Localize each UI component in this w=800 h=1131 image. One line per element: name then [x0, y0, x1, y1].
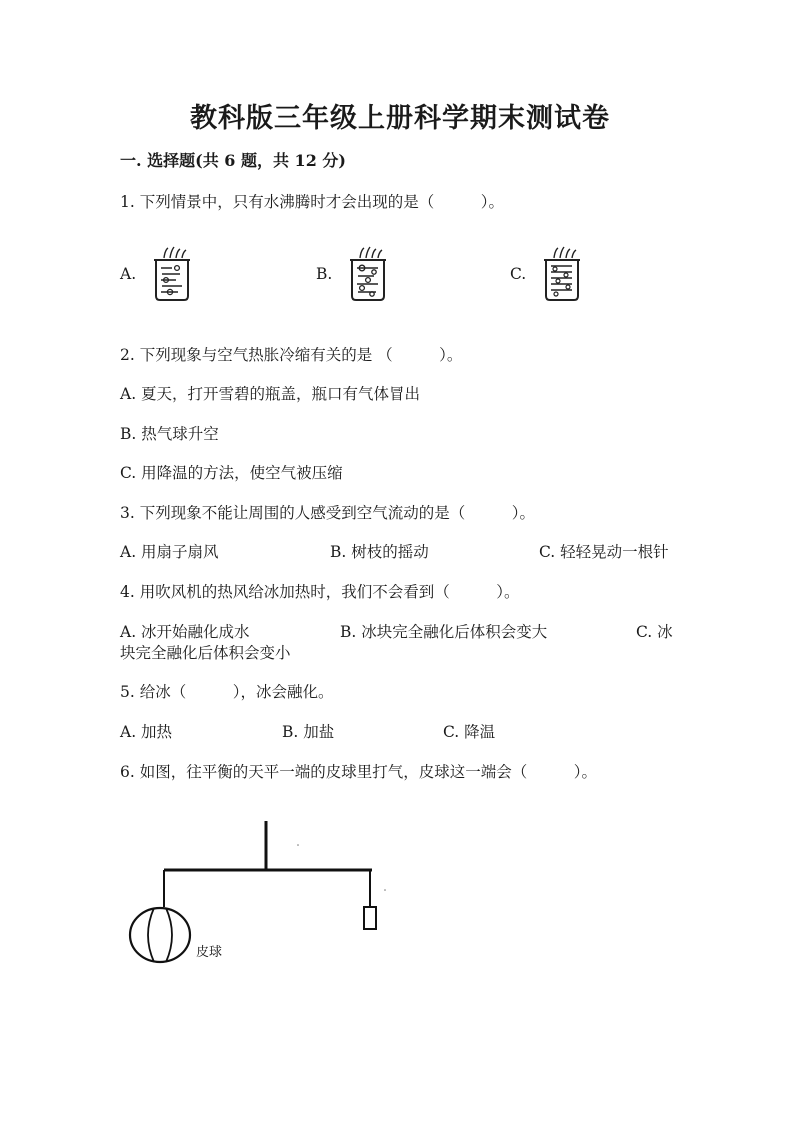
q5-option-a[interactable]: A. 加热 [120, 723, 173, 741]
ball-label: 皮球 [196, 945, 223, 960]
q5-option-c[interactable]: C. 降温 [443, 723, 496, 741]
beaker-bubbles-icon [346, 246, 390, 302]
q4-option-a[interactable]: A. 冰开始融化成水 [120, 623, 250, 641]
section-heading: 一. 选择题(共 6 题，共 12 分) [120, 151, 346, 170]
q4-option-c[interactable]: C. 冰 [636, 623, 673, 641]
question-2: 2. 下列现象与空气热胀冷缩有关的是 （ ）。 [120, 346, 463, 364]
q3-option-c[interactable]: C. 轻轻晃动一根针 [539, 543, 669, 561]
question-5: 5. 给冰（ ），冰会融化。 [120, 683, 334, 701]
q2-option-a[interactable]: A. 夏天，打开雪碧的瓶盖，瓶口有气体冒出 [120, 385, 421, 403]
q1-option-c[interactable] [510, 246, 584, 302]
q4-option-c-continued: 块完全融化后体积会变小 [120, 644, 291, 662]
q1-option-b[interactable] [316, 246, 390, 302]
q1-option-a[interactable] [120, 246, 194, 302]
question-3: 3. 下列现象不能让周围的人感受到空气流动的是（ ）。 [120, 504, 535, 522]
q4-option-b[interactable]: B. 冰块完全融化后体积会变大 [340, 623, 548, 641]
q5-option-b[interactable]: B. 加盐 [282, 723, 335, 741]
beaker-bubbles-icon [540, 246, 584, 302]
weight-block [364, 907, 376, 929]
option-label: C. [510, 265, 527, 283]
q3-option-a[interactable]: A. 用扇子扇风 [120, 543, 219, 561]
question-4: 4. 用吹风机的热风给冰加热时，我们不会看到（ ）。 [120, 583, 520, 601]
option-label: A. [120, 265, 137, 283]
balance-figure [120, 815, 400, 975]
q2-option-b[interactable]: B. 热气球升空 [120, 425, 219, 443]
q3-option-b[interactable]: B. 树枝的摇动 [330, 543, 429, 561]
ball-icon [130, 908, 190, 962]
page-title: 教科版三年级上册科学期末测试卷 [190, 103, 610, 134]
beaker-bubbles-icon [150, 246, 194, 302]
question-1: 1. 下列情景中，只有水沸腾时才会出现的是（ ）。 [120, 193, 504, 211]
option-label: B. [316, 265, 333, 283]
q2-option-c[interactable]: C. 用降温的方法，使空气被压缩 [120, 464, 343, 482]
question-6: 6. 如图，往平衡的天平一端的皮球里打气，皮球这一端会（ ）。 [120, 763, 597, 781]
